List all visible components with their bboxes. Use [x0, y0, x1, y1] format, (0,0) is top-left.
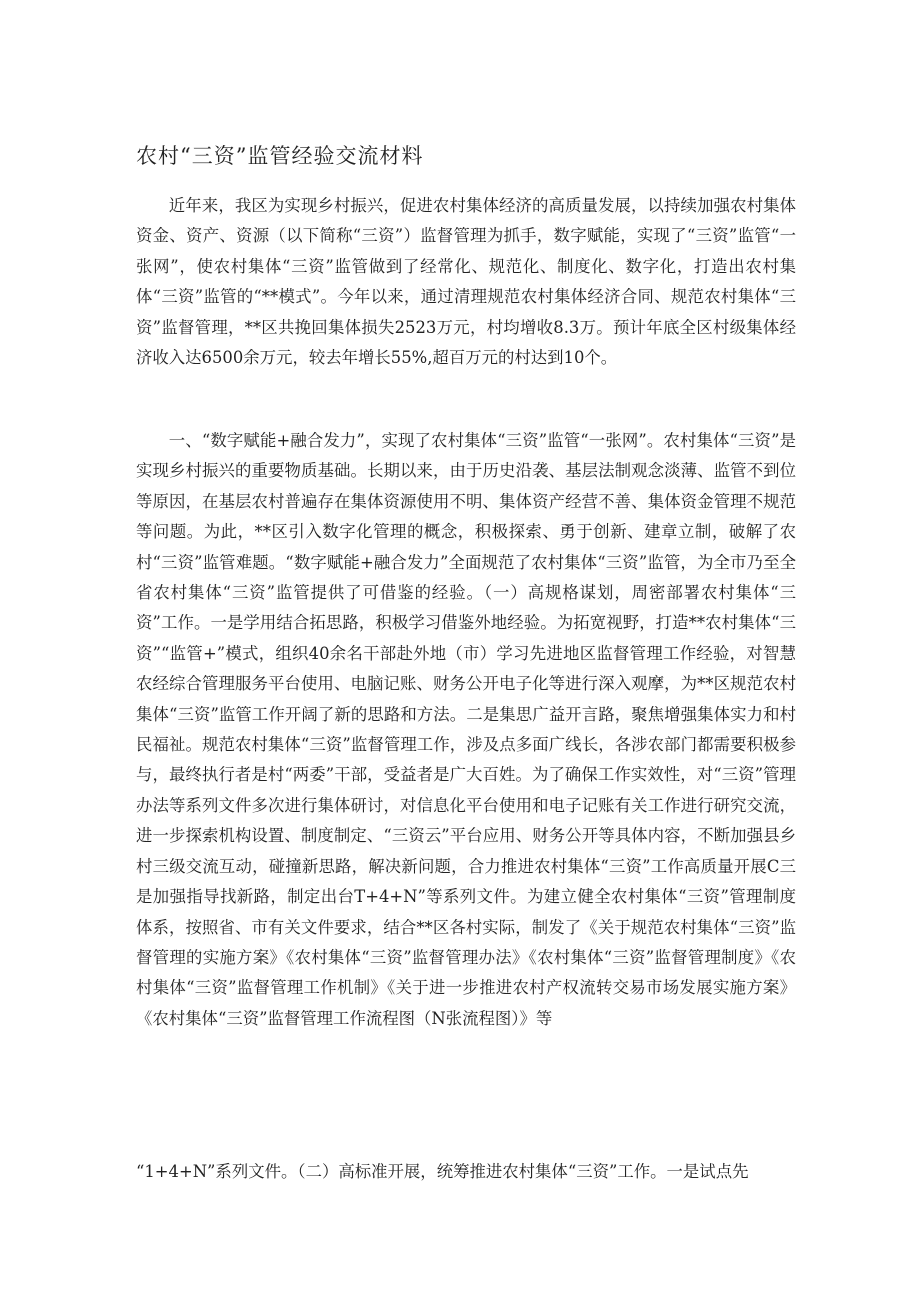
document-title: 农村“三资”监管经验交流材料 — [136, 144, 424, 168]
paragraph-section-one: 一、“数字赋能+融合发力”，实现了农村集体“三资”监管“一张网”。农村集体“三资”是实现乡村振兴的重要物质基础。长期以来，由于历史沿袭、基层法制观念淡薄、监管不到位等原因，在基层农村普遍存在集体资源使用不明、集体资产经营不善、集体资金管理不规范等问题。为此，**区引入数字化管理的概念，积极探索、勇于创新、建章立制，破解了农村“三资”监管难题。“数字赋能+融合发力”全面规范了农村集体“三资”监管，为全市乃至全省农村集体“三资”监管提供了可借鉴的经验。（一）高规格谋划，周密部署农村集体“三资”工作。一是学用结合拓思路，积极学习借鉴外地经验。为拓宽视野，打造**农村集体“三资”“监管+”模式，组织40余名干部赴外地（市）学习先进地区监督管理工作经验，对智慧农经综合管理服务平台使用、电脑记账、财务公开电子化等进行深入观摩，为**区规范农村集体“三资”监管工作开阔了新的思路和方法。二是集思广益开言路，聚焦增强集体实力和村民福祉。规范农村集体“三资”监督管理工作，涉及点多面广线长，各涉农部门都需要积极参与，最终执行者是村“两委”干部，受益者是广大百姓。为了确保工作实效性，对“三资”管理办法等系列文件多次进行集体研讨，对信息化平台使用和电子记账有关工作进行研究交流，进一步探索机构设置、制度制定、“三资云”平台应用、财务公开等具体内容，不断加强县乡村三级交流互动，碰撞新思路，解决新问题，合力推进农村集体“三资”工作高质量开展C三是加强指导找新路，制定出台T+4+N”等系列文件。为建立健全农村集体“三资”管理制度体系，按照省、市有关文件要求，结合**区各村实际，制发了《关于规范农村集体“三资”监督管理的实施方案》《农村集体“三资”监督管理办法》《农村集体“三资”监督管理制度》《农村集体“三资”监督管理工作机制》《关于进一步推进农村产权流转交易市场发展实施方案》《农村集体“三资”监督管理工作流程图（N张流程图）》等 — [136, 431, 796, 1028]
paragraph-intro: 近年来，我区为实现乡村振兴，促进农村集体经济的高质量发展，以持续加强农村集体资金、资产、资源（以下简称“三资”）监督管理为抓手，数字赋能，实现了“三资”监管“一张网”，使农村集体“三资”监管做到了经常化、规范化、制度化、数字化，打造出农村集体“三资”监管的“**模式”。今年以来，通过清理规范农村集体经济合同、规范农村集体“三资”监督管理，**区共挽回集体损失2523万元，村均增收8.3万。预计年底全区村级集体经济收入达6500余万元，较去年增长55%,超百万元的村达到10个。 — [136, 196, 796, 368]
paragraph-continuation: “1+4+N”系列文件。（二）高标准开展，统筹推进农村集体“三资”工作。一是试点先 — [136, 1162, 749, 1181]
